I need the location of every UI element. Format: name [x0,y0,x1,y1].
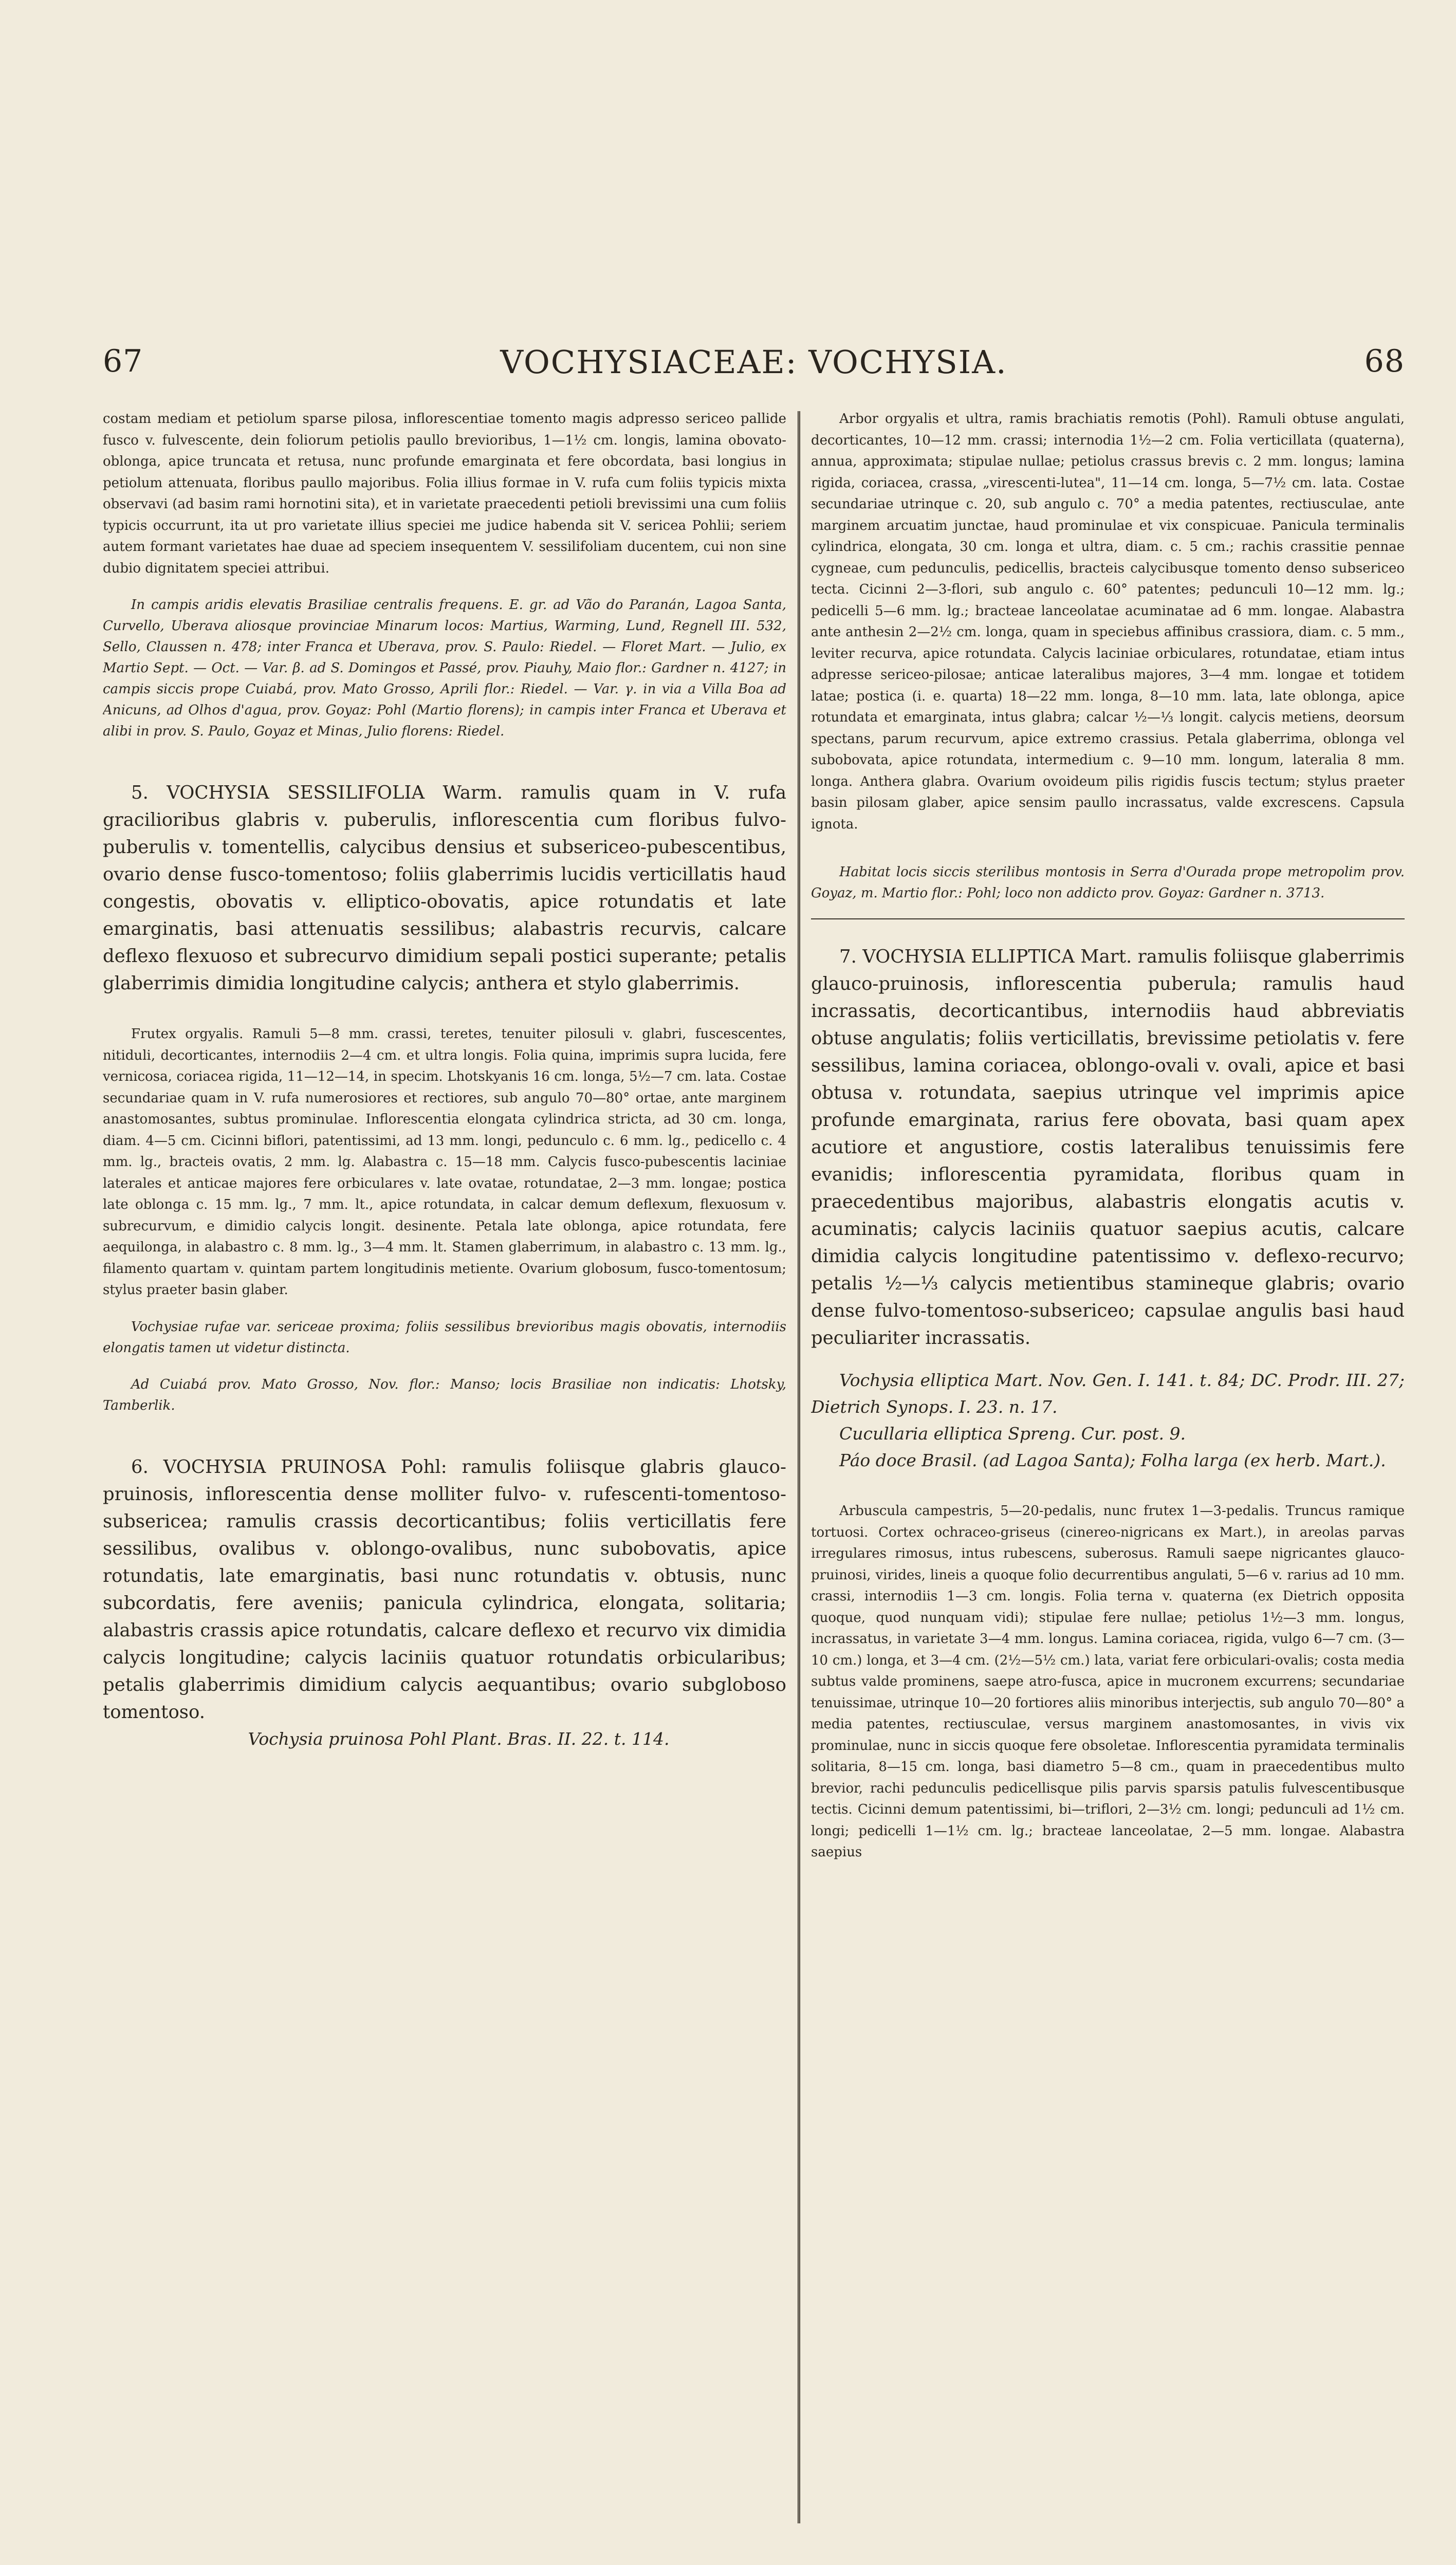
species-6-synonym: Vochysia pruinosa Pohl Plant. Bras. II. 22. t. 114. [248,1728,670,1749]
right-column [811,409,1405,2541]
page-number-left: 67 [103,343,143,379]
species-7-description: Arbuscula campestris, 5—20-pedalis, nunc frutex 1—3-pedalis. Truncus ramique tortuosi. Cortex ochraceo-griseus (cinereo-nigricans ex Mart.), in areolas parvas irregulares rimosus, intus rubescens, suberosus. Ramuli saepe nigricantes glauco-pruinosi, virides, lineis a quoque folio decurrentibus angulati, 5—6 v. rarius ad 10 mm. crassi, internodiis 1—3 cm. longis. Folia terna v. quaterna (ex Dietrich opposita quoque, quod nunquam vidi); stipulae fere nullae; petiolus 1½—3 mm. longus, incrassatus, in varietate 3—4 mm. longus. Lamina coriacea, rigida, vulgo 6—7 cm. (3—10 cm.) longa, et 3—4 cm. (2½—5½ cm.) lata, variat fere orbiculari-ovalis; costa media subtus valde prominens, saepe atro-fusca, apice in mucronem excurrens; secundariae tenuissimae, utrinque 10—20 fortiores aliis minoribus interjectis, sub angulo 70—80° a media patentes, rectiusculae, versus marginem anastomosantes, in vivis vix prominulae, nunc in siccis quoque fere obsoletae. Inflorescentia pyramidata terminalis solitaria, 8—15 cm. longa, basi diametro 5—8 cm., quam in praecedentibus multo brevior, rachi pedunculis pedicellisque pilis parvis sparsis patulis fulvescentibusque tectis. Cicinni demum patentissimi, bi—triflori, 2—3½ cm. longi; pedunculi ad 1½ cm. longi; pedicelli 1—1½ cm. lg.; bracteae lanceolatae, 2—5 mm. longae. Alabastra saepius [811,1503,1405,1860]
column-divider [798,411,800,2523]
species-5-note: Vochysiae rufae var. sericeae proxima; foliis sessilibus brevioribus magis obovatis, internodiis elongatis tamen ut videtur distincta. [103,1319,786,1356]
species-5-description: Frutex orgyalis. Ramuli 5—8 mm. crassi, teretes, tenuiter pilosuli v. glabri, fuscescentes, nitiduli, decorticantes, internodiis 2—4 cm. et ultra longis. Folia quina, imprimis supra lucida, fere vernicosa, coriacea rigida, 11—12—14, in specim. Lhotskyanis 16 cm. longa, 5½—7 cm. lata. Costae secundariae quam in V. rufa numerosiores et rectiores, sub angulo 70—80° ortae, ante marginem anastomosantes, subtus prominulae. Inflorescentia elongata cylindrica stricta, ad 30 cm. longa, diam. 4—5 cm. Cicinni biflori, patentissimi, ad 13 mm. longi, pedunculo c. 6 mm. lg., pedicello c. 4 mm. lg., bracteis ovatis, 2 mm. lg. Alabastra c. 15—18 mm. Calycis fusco-pubescentis laciniae laterales et anticae majores fere orbiculares v. late ovatae, rotundatae, 2—3 mm. longae; postica late oblonga c. 15 mm. lg., 7 mm. lt., apice rotundata, in calcar demum deflexum, flexuosum v. subrecurvum, e dimidio calycis longit. desinente. Petala late oblonga, apice rotundata, fere aequilonga, in alabastro c. 8 mm. lg., 3—4 mm. lt. Stamen glaberrimum, in alabastro c. 13 mm. lg., filamento quartam v. quintam partem longitudinis metiente. Ovarium globosum, fusco-tomentosum; stylus praeter basin glaber. [103,1026,786,1298]
species-7-vernacular: Páo doce Brasil. (ad Lagoa Santa); Folha larga (ex herb. Mart.). [839,1450,1386,1470]
species-6-habitat: Habitat locis siccis sterilibus montosis in Serra d'Ourada prope metropolim prov. Goyaz, m. Martio flor.: Pohl; loco non addicto prov. Goyaz: Gardner n. 3713. [811,864,1405,901]
section-rule [811,918,1405,919]
paragraph-var-description: costam mediam et petiolum sparse pilosa, inflorescentiae tomento magis adpresso sericeo pallide fusco v. fulvescente, dein foliorum petiolis paullo brevioribus, 1—1½ cm. longis, lamina obovato-oblonga, apice truncata et retusa, nunc profunde emarginata et fere obcordata, basi longius in petiolum attenuata, floribus paullo majoribus. Folia illius formae in V. rufa cum foliis typicis mixta observavi (ad basim rami hornotini sita), et in varietate praecedenti petioli brevissimi una cum foliis typicis occurrunt, ita ut pro varietate illius speciei me judice habenda sit V. sericea Pohlii; seriem autem formant varietates hae duae ad speciem insequentem V. sessilifoliam ducentem, cui non sine dubio dignitatem speciei attribui. [103,411,786,576]
species-7-diagnosis-block [811,943,1405,1352]
species-6-diagnosis-block [103,1453,786,1726]
page-number-right: 68 [1364,343,1405,379]
species-5-localities: Ad Cuiabá prov. Mato Grosso, Nov. flor.: Manso; locis Brasiliae non indicatis: Lhotsky, Tamberlik. [103,1376,786,1413]
species-6-description: Arbor orgyalis et ultra, ramis brachiatis remotis (Pohl). Ramuli obtuse angulati, decorticantes, 10—12 mm. crassi; internodia 1½—2 cm. Folia verticillata (quaterna), annua, approximata; stipulae nullae; petiolus crassus brevis c. 2 mm. longus; lamina rigida, coriacea, crassa, „virescenti-lutea", 11—14 cm. longa, 5—7½ cm. lata. Costae secundariae utrinque c. 20, sub angulo c. 70° a media patentes, rectiusculae, ante marginem arcuatim junctae, haud prominulae et vix conspicuae. Panicula terminalis cylindrica, elongata, 30 cm. longa et ultra, diam. c. 5 cm.; rachis crassitie pennae cygneae, cum pedunculis, pedicellis, bracteis calycibusque tomento denso subsericeo tecta. Cicinni 2—3-flori, sub angulo c. 60° patentes; pedunculi 10—12 mm. lg.; pedicelli 5—6 mm. lg.; bracteae lanceolatae acuminatae ad 6 mm. longae. Alabastra ante anthesin 2—2½ cm. longa, quam in speciebus affinibus crassiora, diam. c. 5 mm., leviter recurva, apice rotundata. Calycis laciniae orbiculares, rotundatae, etiam intus adpresse sericeo-pilosae; anticae lateralibus majores, 3—4 mm. longae et totidem latae; postica (i. e. quarta) 18—22 mm. longa, 8—10 mm. lata, late oblonga, apice rotundata et emarginata, intus glabra; calcar ½—⅓ longit. calycis metiens, deorsum spectans, parum recurvum, apice extremo crassius. Petala glaberrima, oblonga vel subobovata, apice rotundata, intermedium c. 9—10 mm. longum, lateralia 8 mm. longa. Anthera glabra. Ovarium ovoideum pilis rigidis fuscis tectum; stylus praeter basin pilosam glaber, apice sensim paullo incrassatus, valde excrescens. Capsula ignota. [811,411,1405,832]
running-title: VOCHYSIACEAE: VOCHYSIA. [500,343,1007,381]
page-header [103,343,1405,390]
paragraph-localities: In campis aridis elevatis Brasiliae centralis frequens. E. gr. ad Vão do Paranán, Lagoa Santa, Curvello, Uberava aliosque provinciae Minarum locos: Martius, Warming, Lund, Regnell III. 532, Sello, Claussen n. 478; inter Franca et Uberava, prov. S. Paulo: Riedel. — Floret Mart. — Julio, ex Martio Sept. — Oct. — Var. β. ad S. Domingos et Passé, prov. Piauhy, Maio flor.: Gardner n. 4127; in campis siccis prope Cuiabá, prov. Mato Grosso, Aprili flor.: Riedel. — Var. γ. in via a Villa Boa ad Anicuns, ad Olhos d'agua, prov. Goyaz: Pohl (Martio florens); in campis inter Franca et Uberava et alibi in prov. S. Paulo, Goyaz et Minas, Julio florens: Riedel. [103,597,786,739]
species-7-synonym-1: Vochysia elliptica Mart. Nov. Gen. I. 141. t. 84; DC. Prodr. III. 27; Dietrich Synops. I. 23. n. 17. [811,1370,1405,1417]
species-5-diagnosis: 5. VOCHYSIA SESSILIFOLIA Warm. ramulis quam in V. rufa gracilioribus glabris v. puberulis, inflorescentia cum floribus fulvo-puberulis v. tomentellis, calycibus densius et subsericeo-pubescentibus, ovario dense fusco-tomentoso; foliis glaberrimis lucidis verticillatis haud congestis, obovatis v. elliptico-obovatis, apice rotundatis et late emarginatis, basi attenuatis sessilibus; alabastris recurvis, calcare deflexo flexuoso et subrecurvo dimidium sepali postici superante; petalis glaberrimis dimidia longitudine calycis; anthera et stylo glaberrimis. [103,782,786,994]
left-column [103,409,786,2541]
species-7-synonym-2: Cucullaria elliptica Spreng. Cur. post. 9. [839,1424,1186,1444]
species-5-diagnosis-block [103,779,786,997]
species-6-diagnosis: 6. VOCHYSIA PRUINOSA Pohl: ramulis foliisque glabris glauco-pruinosis, inflorescentia dense molliter fulvo- v. rufescenti-tomentoso-subsericea; ramulis crassis decorticantibus; foliis verticillatis fere sessilibus, ovalibus v. oblongo-ovalibus, nunc subobovatis, apice rotundatis, late emarginatis, basi nunc rotundatis v. obtusis, nunc subcordatis, fere aveniis; panicula cylindrica, elongata, solitaria; alabastris crassis apice rotundatis, calcare deflexo et recurvo vix dimidia calycis longitudine; calycis laciniis quatuor rotundatis orbicularibus; petalis glaberrimis dimidium calycis aequantibus; ovario subgloboso tomentoso. [103,1456,786,1723]
species-7-diagnosis: 7. VOCHYSIA ELLIPTICA Mart. ramulis foliisque glaberrimis glauco-pruinosis, inflorescentia puberula; ramulis haud incrassatis, decorticantibus, internodiis haud abbreviatis obtuse angulatis; foliis verticillatis, brevissime petiolatis v. fere sessilibus, lamina coriacea, oblongo-ovali v. ovali, apice et basi obtusa v. rotundata, saepius utrinque vel imprimis apice profunde emarginata, rarius fere obovata, basi quam apex acutiore et angustiore, costis lateralibus tenuissimis fere evanidis; inflorescentia pyramidata, floribus quam in praecedentibus majoribus, alabastris elongatis acutis v. acuminatis; calycis laciniis quatuor saepius acutis, calcare dimidia calycis longitudine patentissimo v. deflexo-recurvo; petalis ½—⅓ calycis metientibus stamineque glabris; ovario dense fulvo-tomentoso-subsericeo; capsulae angulis basi haud peculiariter incrassatis. [811,946,1405,1349]
